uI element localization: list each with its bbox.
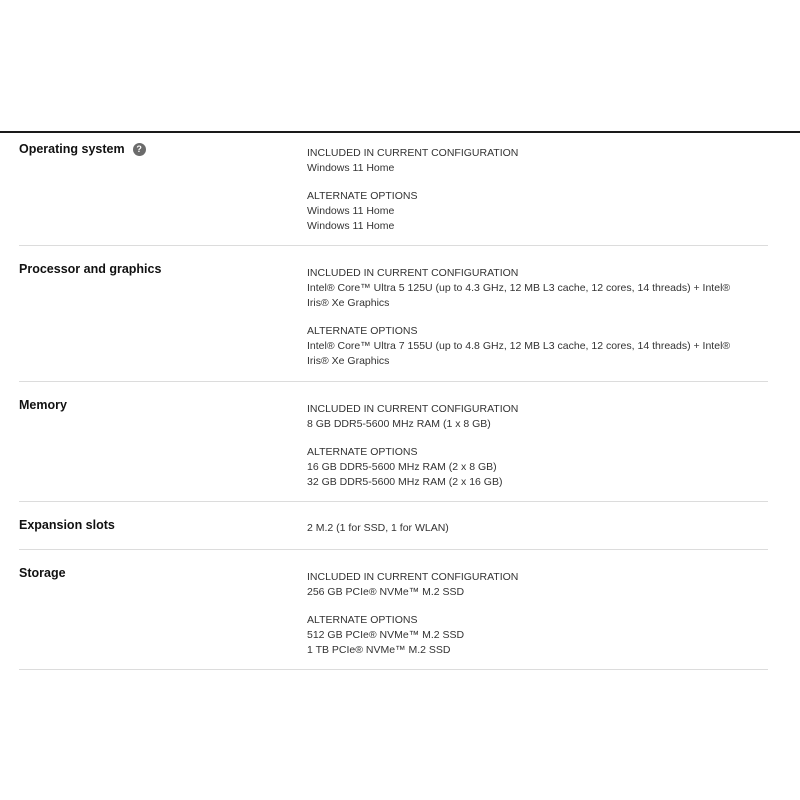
spec-values-operating-system <box>307 146 738 234</box>
spec-row-processor-and-graphics <box>19 246 768 382</box>
spec-value: 1 TB PCIe® NVMe™ M.2 SSD <box>307 644 451 656</box>
spec-values-expansion-slots <box>307 521 738 536</box>
group-heading: INCLUDED IN CURRENT CONFIGURATION <box>307 147 519 159</box>
spec-row-memory <box>19 382 768 502</box>
included-configuration-group <box>307 146 738 176</box>
spec-value: 32 GB DDR5-5600 MHz RAM (2 x 16 GB) <box>307 476 503 488</box>
included-configuration-group <box>307 402 738 432</box>
included-configuration-group <box>307 570 738 600</box>
spec-label-memory <box>19 398 67 412</box>
spec-label-text: Expansion slots <box>19 518 115 532</box>
spec-label-operating-system <box>19 142 146 156</box>
spec-values-processor-and-graphics <box>307 266 738 369</box>
group-heading: ALTERNATE OPTIONS <box>307 614 418 626</box>
group-heading: INCLUDED IN CURRENT CONFIGURATION <box>307 571 519 583</box>
spec-row-storage <box>19 550 768 670</box>
spec-value: 512 GB PCIe® NVMe™ M.2 SSD <box>307 629 465 641</box>
spec-values-memory <box>307 402 738 490</box>
included-configuration-group <box>307 266 738 311</box>
alternate-options-group <box>307 324 738 369</box>
spec-label-text: Storage <box>19 566 66 580</box>
spec-label-text: Operating system <box>19 142 125 156</box>
spec-values-storage <box>307 570 738 658</box>
group-heading: ALTERNATE OPTIONS <box>307 325 418 337</box>
spec-label-expansion-slots <box>19 518 115 532</box>
spec-label-storage <box>19 566 66 580</box>
spec-value: Windows 11 Home <box>307 205 395 217</box>
alternate-options-group <box>307 189 738 234</box>
group-heading: INCLUDED IN CURRENT CONFIGURATION <box>307 403 519 415</box>
spec-value: Windows 11 Home <box>307 220 395 232</box>
spec-value: Intel® Core™ Ultra 5 125U (up to 4.3 GHz, 12 MB L3 cache, 12 cores, 14 threads) + Intel® Iris® Xe Graphics <box>307 282 731 309</box>
spec-value: 8 GB DDR5-5600 MHz RAM (1 x 8 GB) <box>307 418 491 430</box>
spec-value: 16 GB DDR5-5600 MHz RAM (2 x 8 GB) <box>307 461 497 473</box>
spec-label-text: Processor and graphics <box>19 262 162 276</box>
included-configuration-group <box>307 521 738 536</box>
spec-label-text: Memory <box>19 398 67 412</box>
group-heading: ALTERNATE OPTIONS <box>307 190 418 202</box>
spec-value: 2 M.2 (1 for SSD, 1 for WLAN) <box>307 522 449 534</box>
spec-value: Windows 11 Home <box>307 162 395 174</box>
spec-value: 256 GB PCIe® NVMe™ M.2 SSD <box>307 586 465 598</box>
spec-table <box>19 133 768 670</box>
spec-label-processor-and-graphics <box>19 262 161 276</box>
alternate-options-group <box>307 613 738 658</box>
spec-row-expansion-slots <box>19 502 768 550</box>
spec-value: Intel® Core™ Ultra 7 155U (up to 4.8 GHz, 12 MB L3 cache, 12 cores, 14 threads) + Intel® Iris® Xe Graphics <box>307 340 731 367</box>
spec-row-operating-system <box>19 133 768 246</box>
group-heading: ALTERNATE OPTIONS <box>307 446 418 458</box>
alternate-options-group <box>307 445 738 490</box>
help-icon[interactable]: ? <box>133 143 146 156</box>
group-heading: INCLUDED IN CURRENT CONFIGURATION <box>307 267 519 279</box>
